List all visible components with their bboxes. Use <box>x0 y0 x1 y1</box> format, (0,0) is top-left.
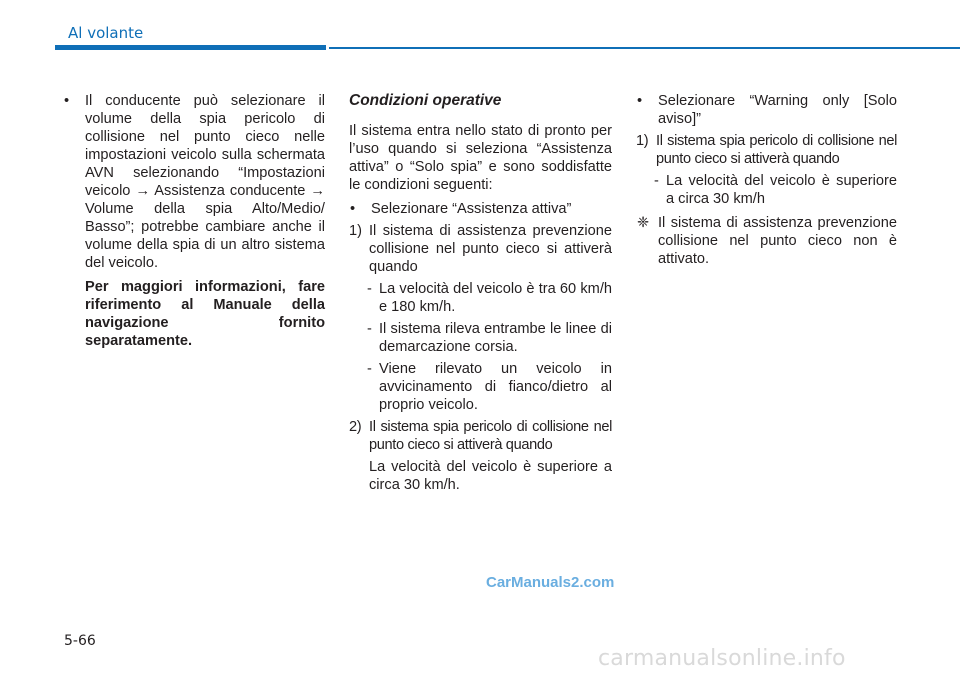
bullet-text: Il conducente può selezionare il volume della spia pericolo di collisione nel punto cieco nelle impostazioni veicolo sulla schermata AVN selezionando “Impostazioni veicolo → Assistenza conducente → Volume della spia Alto/Medio/ Basso”; potrebbe cambiare anche il volume della spia di un altro sistema del veicolo. <box>85 93 325 271</box>
header-rule-thin <box>329 47 960 49</box>
dash-icon: - <box>367 281 372 297</box>
dash-icon: - <box>367 321 372 337</box>
item-number: 1) <box>636 133 649 149</box>
item-text: Il sistema di assistenza prevenzione collisione nel punto cieco si attiverà quando <box>369 223 612 275</box>
dash-icon: - <box>367 361 372 377</box>
section-heading: Condizioni operative <box>349 92 502 109</box>
bullet-icon: • <box>637 93 643 109</box>
dash-text: Il sistema rileva entrambe le linee di demarcazione corsia. <box>379 321 612 355</box>
bullet-icon: • <box>64 93 70 109</box>
bullet-item <box>636 92 897 128</box>
item-text: Il sistema spia pericolo di collisione nel punto cieco si attiverà quando <box>656 133 897 167</box>
note-star-icon: ❈ <box>637 215 650 231</box>
dash-icon: - <box>654 173 659 189</box>
column-middle <box>349 92 612 494</box>
numbered-item-1 <box>349 222 612 276</box>
item-number: 1) <box>349 223 362 239</box>
dash-item <box>349 320 612 356</box>
section-title: Al volante <box>68 24 144 42</box>
intro-paragraph: Il sistema entra nello stato di pronto per l’uso quando si seleziona “Assistenza attiva” o “Solo spia” e sono soddisfatte le condizioni seguenti: <box>349 123 612 193</box>
item-text: Il sistema spia pericolo di collisione nel punto cieco si attiverà quando <box>369 419 612 453</box>
bullet-text: Selezionare “Warning only [Solo aviso]” <box>658 93 897 127</box>
column-right <box>636 92 897 268</box>
dash-text: La velocità del veicolo è tra 60 km/h e 180 km/h. <box>379 281 612 315</box>
dash-item <box>349 360 612 414</box>
item-number: 2) <box>349 419 362 435</box>
bullet-item <box>349 200 612 218</box>
dash-item <box>349 280 612 316</box>
footer-watermark: carmanualsonline.info <box>598 646 846 671</box>
header-rule-thick <box>55 45 326 50</box>
bullet-item <box>63 92 325 272</box>
watermark-link[interactable]: CarManuals2.com <box>486 574 615 591</box>
page-number: 5-66 <box>64 633 96 649</box>
item-subtext: La velocità del veicolo è superiore a circa 30 km/h. <box>369 459 612 493</box>
bullet-text: Selezionare “Assistenza attiva” <box>371 201 572 217</box>
numbered-item-2 <box>349 418 612 454</box>
dash-item <box>636 172 897 208</box>
dash-text: La velocità del veicolo è superiore a circa 30 km/h <box>666 173 897 207</box>
column-left <box>63 92 325 350</box>
note-text: Il sistema di assistenza prevenzione collisione nel punto cieco non è attivato. <box>658 215 897 267</box>
numbered-item-1 <box>636 132 897 168</box>
bullet-icon: • <box>350 201 356 217</box>
info-note: Per maggiori informazioni, fare riferimento al Manuale della navigazione fornito separatamente. <box>85 279 325 349</box>
note-item <box>636 214 897 268</box>
dash-text: Viene rilevato un veicolo in avvicinamento di fianco/dietro al proprio veicolo. <box>379 361 612 413</box>
